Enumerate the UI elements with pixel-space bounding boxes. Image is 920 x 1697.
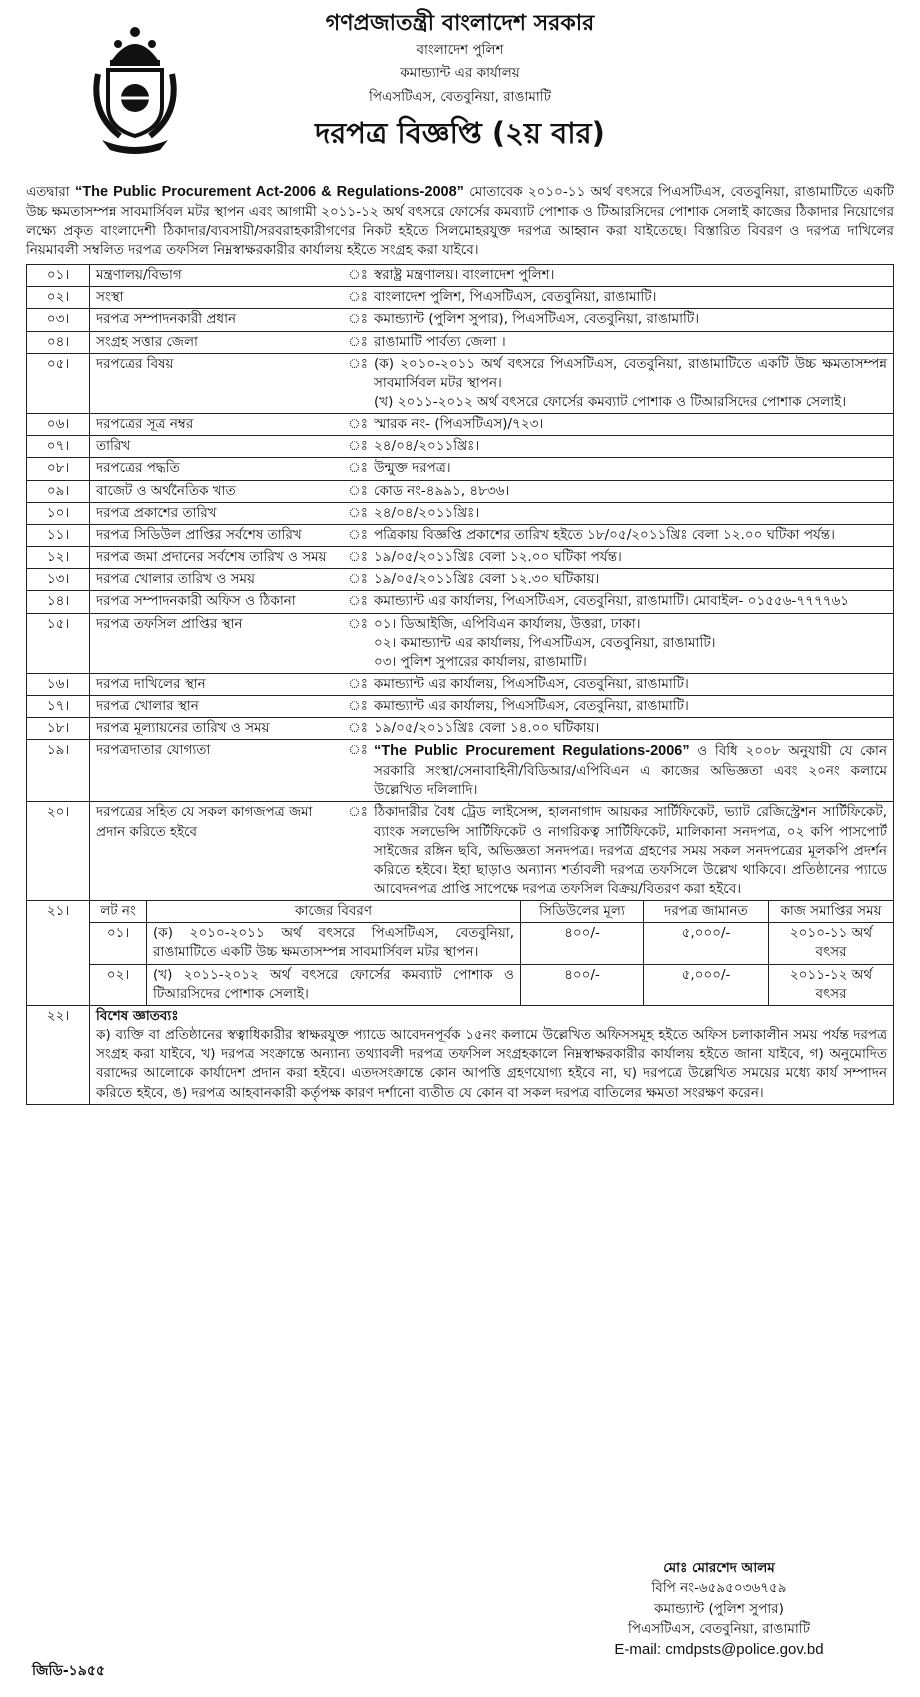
- lot-price: ৪০০/-: [521, 964, 644, 1005]
- table-row: [27, 265, 894, 287]
- signatory-name: মোঃ মোরশেদ আলম: [663, 1560, 775, 1576]
- row-value: ১৯/০৫/২০১১খ্রিঃ বেলা ১৪.০০ ঘটিকায়।: [368, 718, 894, 740]
- row-number: ২২।: [27, 1005, 90, 1104]
- row-colon: ঃ: [348, 591, 368, 613]
- lot-desc-header: কাজের বিবরণ: [147, 901, 521, 923]
- row-label: দরপত্র সম্পাদনকারী প্রধান: [90, 309, 349, 331]
- row-colon: ঃ: [348, 569, 368, 591]
- row-value: ২৪/০৪/২০১১খ্রিঃ।: [368, 436, 894, 458]
- table-row: [27, 802, 894, 901]
- row-value: রাঙামাটি পার্বত্য জেলা ।: [368, 331, 894, 353]
- row-label: দরপত্র খোলার তারিখ ও সময়: [90, 569, 349, 591]
- row-colon: ঃ: [348, 802, 368, 901]
- row-colon: ঃ: [348, 287, 368, 309]
- table-row: [27, 309, 894, 331]
- table-row: [27, 569, 894, 591]
- row-label: দরপত্র মূল্যায়নের তারিখ ও সময়: [90, 718, 349, 740]
- table-row: [27, 287, 894, 309]
- lot-description: (খ) ২০১১-২০১২ অর্থ বৎসরে ফোর্সের কমব্যাট পোশাক ও টিআরসিদের পোশাক সেলাই।: [147, 964, 521, 1005]
- row-number: ০৯।: [27, 480, 90, 502]
- row-number: ১৯।: [27, 740, 90, 802]
- row-colon: ঃ: [348, 502, 368, 524]
- signatory-designation: কমান্ড্যান্ট (পুলিশ সুপার): [654, 1600, 784, 1617]
- row-colon: ঃ: [348, 414, 368, 436]
- row-value: ১৯/০৫/২০১১খ্রিঃ বেলা ১২.৩০ ঘটিকায়।: [368, 569, 894, 591]
- table-row: [27, 613, 894, 673]
- row-value: [368, 353, 894, 413]
- row-number: ০১।: [27, 265, 90, 287]
- office-address: পিএসটিএস, বেতবুনিয়া, রাঙামাটি: [369, 88, 551, 105]
- special-notes-body: ক) ব্যক্তি বা প্রতিষ্ঠানের স্বত্বাধিকারীর স্বাক্ষরযুক্ত প্যাডে আবেদনপূর্বক ১৫নং কলামে উল্লেখিত অফিসসমূহ হইতে অফিস চলাকালীন সময় পর্যন্ত দরপত্র সংগ্রহ করা যাইবে, খ) দরপত্র সংক্রান্তে অন্যান্য তথ্যাবলী দরপত্র তফসিল সংগ্রহকালে নিম্নস্বাক্ষরকারীর কার্যালয় হইতে জানা যাইবে, গ) অনুমোদিত বরাদ্দের আলোকে কার্যাদেশ প্রদান করা হইবে। এতদসংক্রান্তে কোন আপত্তি গ্রহণযোগ্য হইবে না, ঘ) দরপত্রে উল্লেখিত সময়ের মধ্যে কার্য সম্পাদন করিতে হইবে, ঙ) দরপত্র আহবানকারী কর্তৃপক্ষ কারণ দর্শানো ব্যতীত যে কোন বা সকল দরপত্র বাতিলের ক্ষমতা সংরক্ষণ করেন।: [96, 1027, 887, 1101]
- row-number: ১০।: [27, 502, 90, 524]
- schedule-location-1: ০১। ডিআইজি, এপিবিএন কার্যালয়, উত্তরা, ঢাকা।: [374, 615, 641, 632]
- row-label: দরপত্র সম্পাদনকারী অফিস ও ঠিকানা: [90, 591, 349, 613]
- row-number: ২০।: [27, 802, 90, 901]
- row-label: দরপত্র তফসিল প্রাপ্তির স্থান: [90, 613, 349, 673]
- row-label: বাজেট ও অর্থনৈতিক খাত: [90, 480, 349, 502]
- row-label: সংস্থা: [90, 287, 349, 309]
- row-number: ০৫।: [27, 353, 90, 413]
- row-label: দরপত্রের সূত্র নম্বর: [90, 414, 349, 436]
- row-label: দরপত্রের পদ্ধতি: [90, 458, 349, 480]
- row-colon: ঃ: [348, 480, 368, 502]
- row-number: ১৮।: [27, 718, 90, 740]
- lot-completion-header: কাজ সমাপ্তির সময়: [769, 901, 894, 923]
- tender-details-table: [26, 264, 894, 1105]
- table-row: [27, 740, 894, 802]
- table-row: [27, 718, 894, 740]
- special-notes-row: [27, 1005, 894, 1104]
- schedule-location-2: ০২। কমান্ড্যান্ট এর কার্যালয়, পিএসটিএস, বেতবুনিয়া, রাঙামাটি।: [374, 634, 716, 651]
- row-colon: ঃ: [348, 718, 368, 740]
- row-value: কমান্ড্যান্ট এর কার্যালয়, পিএসটিএস, বেতবুনিয়া, রাঙামাটি। মোবাইল- ০১৫৫৬-৭৭৭৭৬১: [368, 591, 894, 613]
- lot-price: ৪০০/-: [521, 923, 644, 964]
- row-value: স্বরাষ্ট্র মন্ত্রণালয়। বাংলাদেশ পুলিশ।: [368, 265, 894, 287]
- row-value: পত্রিকায় বিজ্ঞপ্তি প্রকাশের তারিখ হইতে ১৮/০৫/২০১১খ্রিঃ বেলা ১২.০০ ঘটিকা পর্যন্ত।: [368, 524, 894, 546]
- lot-number: ০১।: [90, 923, 147, 964]
- special-notes-heading: বিশেষ জ্ঞাতব্যঃ: [96, 1007, 179, 1024]
- row-label: দরপত্র জমা প্রদানের সর্বশেষ তারিখ ও সময়: [90, 547, 349, 569]
- row-number: ০৮।: [27, 458, 90, 480]
- row-colon: ঃ: [348, 740, 368, 802]
- row-colon: ঃ: [348, 331, 368, 353]
- lot-completion: ২০১১-১২ অর্থ বৎসর: [769, 964, 894, 1005]
- row-number: ১৪।: [27, 591, 90, 613]
- table-row: [27, 414, 894, 436]
- table-row: [27, 436, 894, 458]
- row-label: দরপত্র খোলার স্থান: [90, 696, 349, 718]
- row-label: মন্ত্রণালয়/বিভাগ: [90, 265, 349, 287]
- row-value: [368, 740, 894, 802]
- government-title: গণপ্রজাতন্ত্রী বাংলাদেশ সরকার: [325, 11, 595, 36]
- row-colon: ঃ: [348, 436, 368, 458]
- row-label: দরপত্রের সহিত যে সকল কাগজপত্র জমা প্রদান করিতে হইবে: [90, 802, 349, 901]
- subject-b: (খ) ২০১১-২০১২ অর্থ বৎসরে ফোর্সের কমব্যাট পোশাক ও টিআরসিদের পোশাক সেলাই।: [374, 393, 847, 410]
- lot-row: [90, 923, 893, 964]
- row-value: ঠিকাদারীর বৈধ ট্রেড লাইসেন্স, হালনাগাদ আয়কর সার্টিফিকেট, ভ্যাট রেজিস্ট্রেশন সার্টিফিকেট, ব্যাংক সলভেন্সি সার্টিফিকেট ও নাগরিকত্ব সার্টিফিকেট, মালিকানা সনদপত্র, ০২ কপি পাসপোর্ট সাইজের রঙ্গিন ছবি, অভিজ্ঞতা সনদপত্র। দরপত্র গ্রহণের সময় সকল সনদপত্রের মূলকপি প্রদর্শন করিতে হইবে। ইহা ছাড়াও অন্যান্য শর্তাবলী দরপত্র তফসিলে উল্লেখ থাকিবে। প্রতিষ্ঠানের প্যাডে আবেদনপত্র প্রাপ্তি সাপেক্ষে দরপত্র তফসিল বিক্রয়/বিতরণ করা হইবে।: [368, 802, 894, 901]
- row-value: কোড নং-৪৯৯১, ৪৮৩৬।: [368, 480, 894, 502]
- row-colon: ঃ: [348, 458, 368, 480]
- lots-cell: [90, 901, 894, 1006]
- row-number: ০৩।: [27, 309, 90, 331]
- row-colon: ঃ: [348, 547, 368, 569]
- row-value: ২৪/০৪/২০১১খ্রিঃ।: [368, 502, 894, 524]
- table-row: [27, 458, 894, 480]
- row-label: তারিখ: [90, 436, 349, 458]
- notice-title: দরপত্র বিজ্ঞপ্তি (২য় বার): [315, 116, 605, 151]
- row-colon: ঃ: [348, 265, 368, 287]
- office-label: কমান্ড্যান্ট এর কার্যালয়: [400, 65, 520, 82]
- row-label: সংগ্রহ সত্তার জেলা: [90, 331, 349, 353]
- subject-a: (ক) ২০১০-২০১১ অর্থ বৎসরে পিএসটিএস, বেতবুনিয়া, রাঙামাটিতে একটি উচ্চ ক্ষমতাসম্পন্ন সাবমার্সিবল মটর স্থাপন।: [374, 355, 887, 391]
- regulation-name: “The Public Procurement Regulations-2006”: [374, 743, 690, 760]
- row-number: ১৬।: [27, 674, 90, 696]
- table-row: [27, 547, 894, 569]
- table-row: [27, 696, 894, 718]
- row-colon: ঃ: [348, 674, 368, 696]
- row-label: দরপত্রের বিষয়: [90, 353, 349, 413]
- table-row: [27, 331, 894, 353]
- lot-completion: ২০১০-১১ অর্থ বৎসর: [769, 923, 894, 964]
- lots-row: [27, 901, 894, 1006]
- police-label: বাংলাদেশ পুলিশ: [416, 41, 504, 58]
- intro-paragraph: [26, 182, 894, 260]
- lot-price-header: সিডিউলের মূল্য: [521, 901, 644, 923]
- lot-description: (ক) ২০১০-২০১১ অর্থ বৎসরে পিএসটিএস, বেতবুনিয়া, রাঙামাটিতে একটি উচ্চ ক্ষমতাসম্পন্ন সাবমার্সিবল মটর স্থাপন।: [147, 923, 521, 964]
- lot-row: [90, 964, 893, 1005]
- lot-security-header: দরপত্র জামানত: [644, 901, 769, 923]
- row-number: ০২।: [27, 287, 90, 309]
- table-row: [27, 480, 894, 502]
- row-value: কমান্ড্যান্ট (পুলিশ সুপার), পিএসটিএস, বেতবুনিয়া, রাঙামাটি।: [368, 309, 894, 331]
- lot-security: ৫,০০০/-: [644, 923, 769, 964]
- gd-number: জিডি-১৯৫৫: [32, 1663, 105, 1679]
- row-value: কমান্ড্যান্ট এর কার্যালয়, পিএসটিএস, বেতবুনিয়া, রাঙামাটি।: [368, 674, 894, 696]
- bangladesh-police-emblem-icon: [80, 18, 190, 158]
- table-row: [27, 502, 894, 524]
- eligibility-text: ও বিধি ২০০৮ অনুযায়ী যে কোন সরকারি সংস্থা/সেনাবাহিনী/বিডিআর/এপিবিএন এ কাজের অভিজ্ঞতা এবং ২০নং কলামে উল্লেখিত দলিলাদি।: [374, 743, 887, 799]
- notice-header: [26, 10, 894, 180]
- row-number: ২১।: [27, 901, 90, 1006]
- lot-no-header: লট নং: [90, 901, 147, 923]
- row-colon: ঃ: [348, 524, 368, 546]
- signatory-address: পিএসটিএস, বেতবুনিয়া, রাঙামাটি: [628, 1620, 810, 1637]
- row-colon: ঃ: [348, 353, 368, 413]
- row-number: ০৪।: [27, 331, 90, 353]
- lots-table: [90, 901, 893, 1005]
- row-label: দরপত্র সিডিউল প্রাপ্তির সর্বশেষ তারিখ: [90, 524, 349, 546]
- lot-number: ০২।: [90, 964, 147, 1005]
- row-value: উন্মুক্ত দরপত্র।: [368, 458, 894, 480]
- row-number: ১৭।: [27, 696, 90, 718]
- schedule-location-3: ০৩। পুলিশ সুপারের কার্যালয়, রাঙামাটি।: [374, 653, 587, 670]
- row-number: ১৫।: [27, 613, 90, 673]
- row-number: ১১।: [27, 524, 90, 546]
- row-number: ১৩।: [27, 569, 90, 591]
- table-row: [27, 591, 894, 613]
- table-row: [27, 524, 894, 546]
- intro-act-name: “The Public Procurement Act-2006 & Regulations-2008”: [75, 184, 464, 200]
- signatory-bp: বিপি নং-৬৫৯৫০৩৬৭৫৯: [651, 1580, 787, 1597]
- row-label: দরপত্রদাতার যোগ্যতা: [90, 740, 349, 802]
- row-value: স্মারক নং- (পিএসটিএস)/৭২৩।: [368, 414, 894, 436]
- table-row: [27, 353, 894, 413]
- row-label: দরপত্র প্রকাশের তারিখ: [90, 502, 349, 524]
- row-value: বাংলাদেশ পুলিশ, পিএসটিএস, বেতবুনিয়া, রাঙামাটি।: [368, 287, 894, 309]
- row-label: দরপত্র দাখিলের স্থান: [90, 674, 349, 696]
- lots-header-row: [90, 901, 893, 923]
- row-colon: ঃ: [348, 613, 368, 673]
- row-number: ১২।: [27, 547, 90, 569]
- table-row: [27, 674, 894, 696]
- row-number: ০৭।: [27, 436, 90, 458]
- row-colon: ঃ: [348, 309, 368, 331]
- signature-block: [544, 1558, 894, 1662]
- special-notes-cell: [90, 1005, 894, 1104]
- row-value: ১৯/০৫/২০১১খ্রিঃ বেলা ১২.০০ ঘটিকা পর্যন্ত।: [368, 547, 894, 569]
- row-number: ০৬।: [27, 414, 90, 436]
- lot-security: ৫,০০০/-: [644, 964, 769, 1005]
- row-value: [368, 613, 894, 673]
- row-colon: ঃ: [348, 696, 368, 718]
- intro-part2: মোতাবেক ২০১০-১১ অর্থ বৎসরে পিএসটিএস, বেতবুনিয়া, রাঙামাটিতে একটি উচ্চ ক্ষমতাসম্পন্ন সাবমার্সিবল মটর স্থাপন এবং আগামী ২০১১-১২ অর্থ বৎসরে ফোর্সের কমব্যাট পোশাক ও টিআরসিদের পোশাক সেলাই কাজের ঠিকাদার নিয়োগের লক্ষ্যে প্রকৃত বাংলাদেশী ঠিকাদার/ব্যবসায়ী/সরবরাহকারীগণের নিকট হইতে সিলমোহরযুক্ত দরপত্র আহ্বান করা যাইতেছে। বিস্তারিত বিবরণ ও দরপত্র দাখিলের নিয়মাবলী সম্বলিত দরপত্র তফসিল নিম্নস্বাক্ষরকারীর কার্যালয় হইতে সংগ্রহ করা যাইবে।: [26, 184, 894, 258]
- intro-part1: এতদ্বারা: [26, 184, 70, 200]
- row-value: কমান্ড্যান্ট এর কার্যালয়, পিএসটিএস, বেতবুনিয়া, রাঙামাটি।: [368, 696, 894, 718]
- signatory-email: E-mail: cmdpsts@police.gov.bd: [614, 1641, 824, 1658]
